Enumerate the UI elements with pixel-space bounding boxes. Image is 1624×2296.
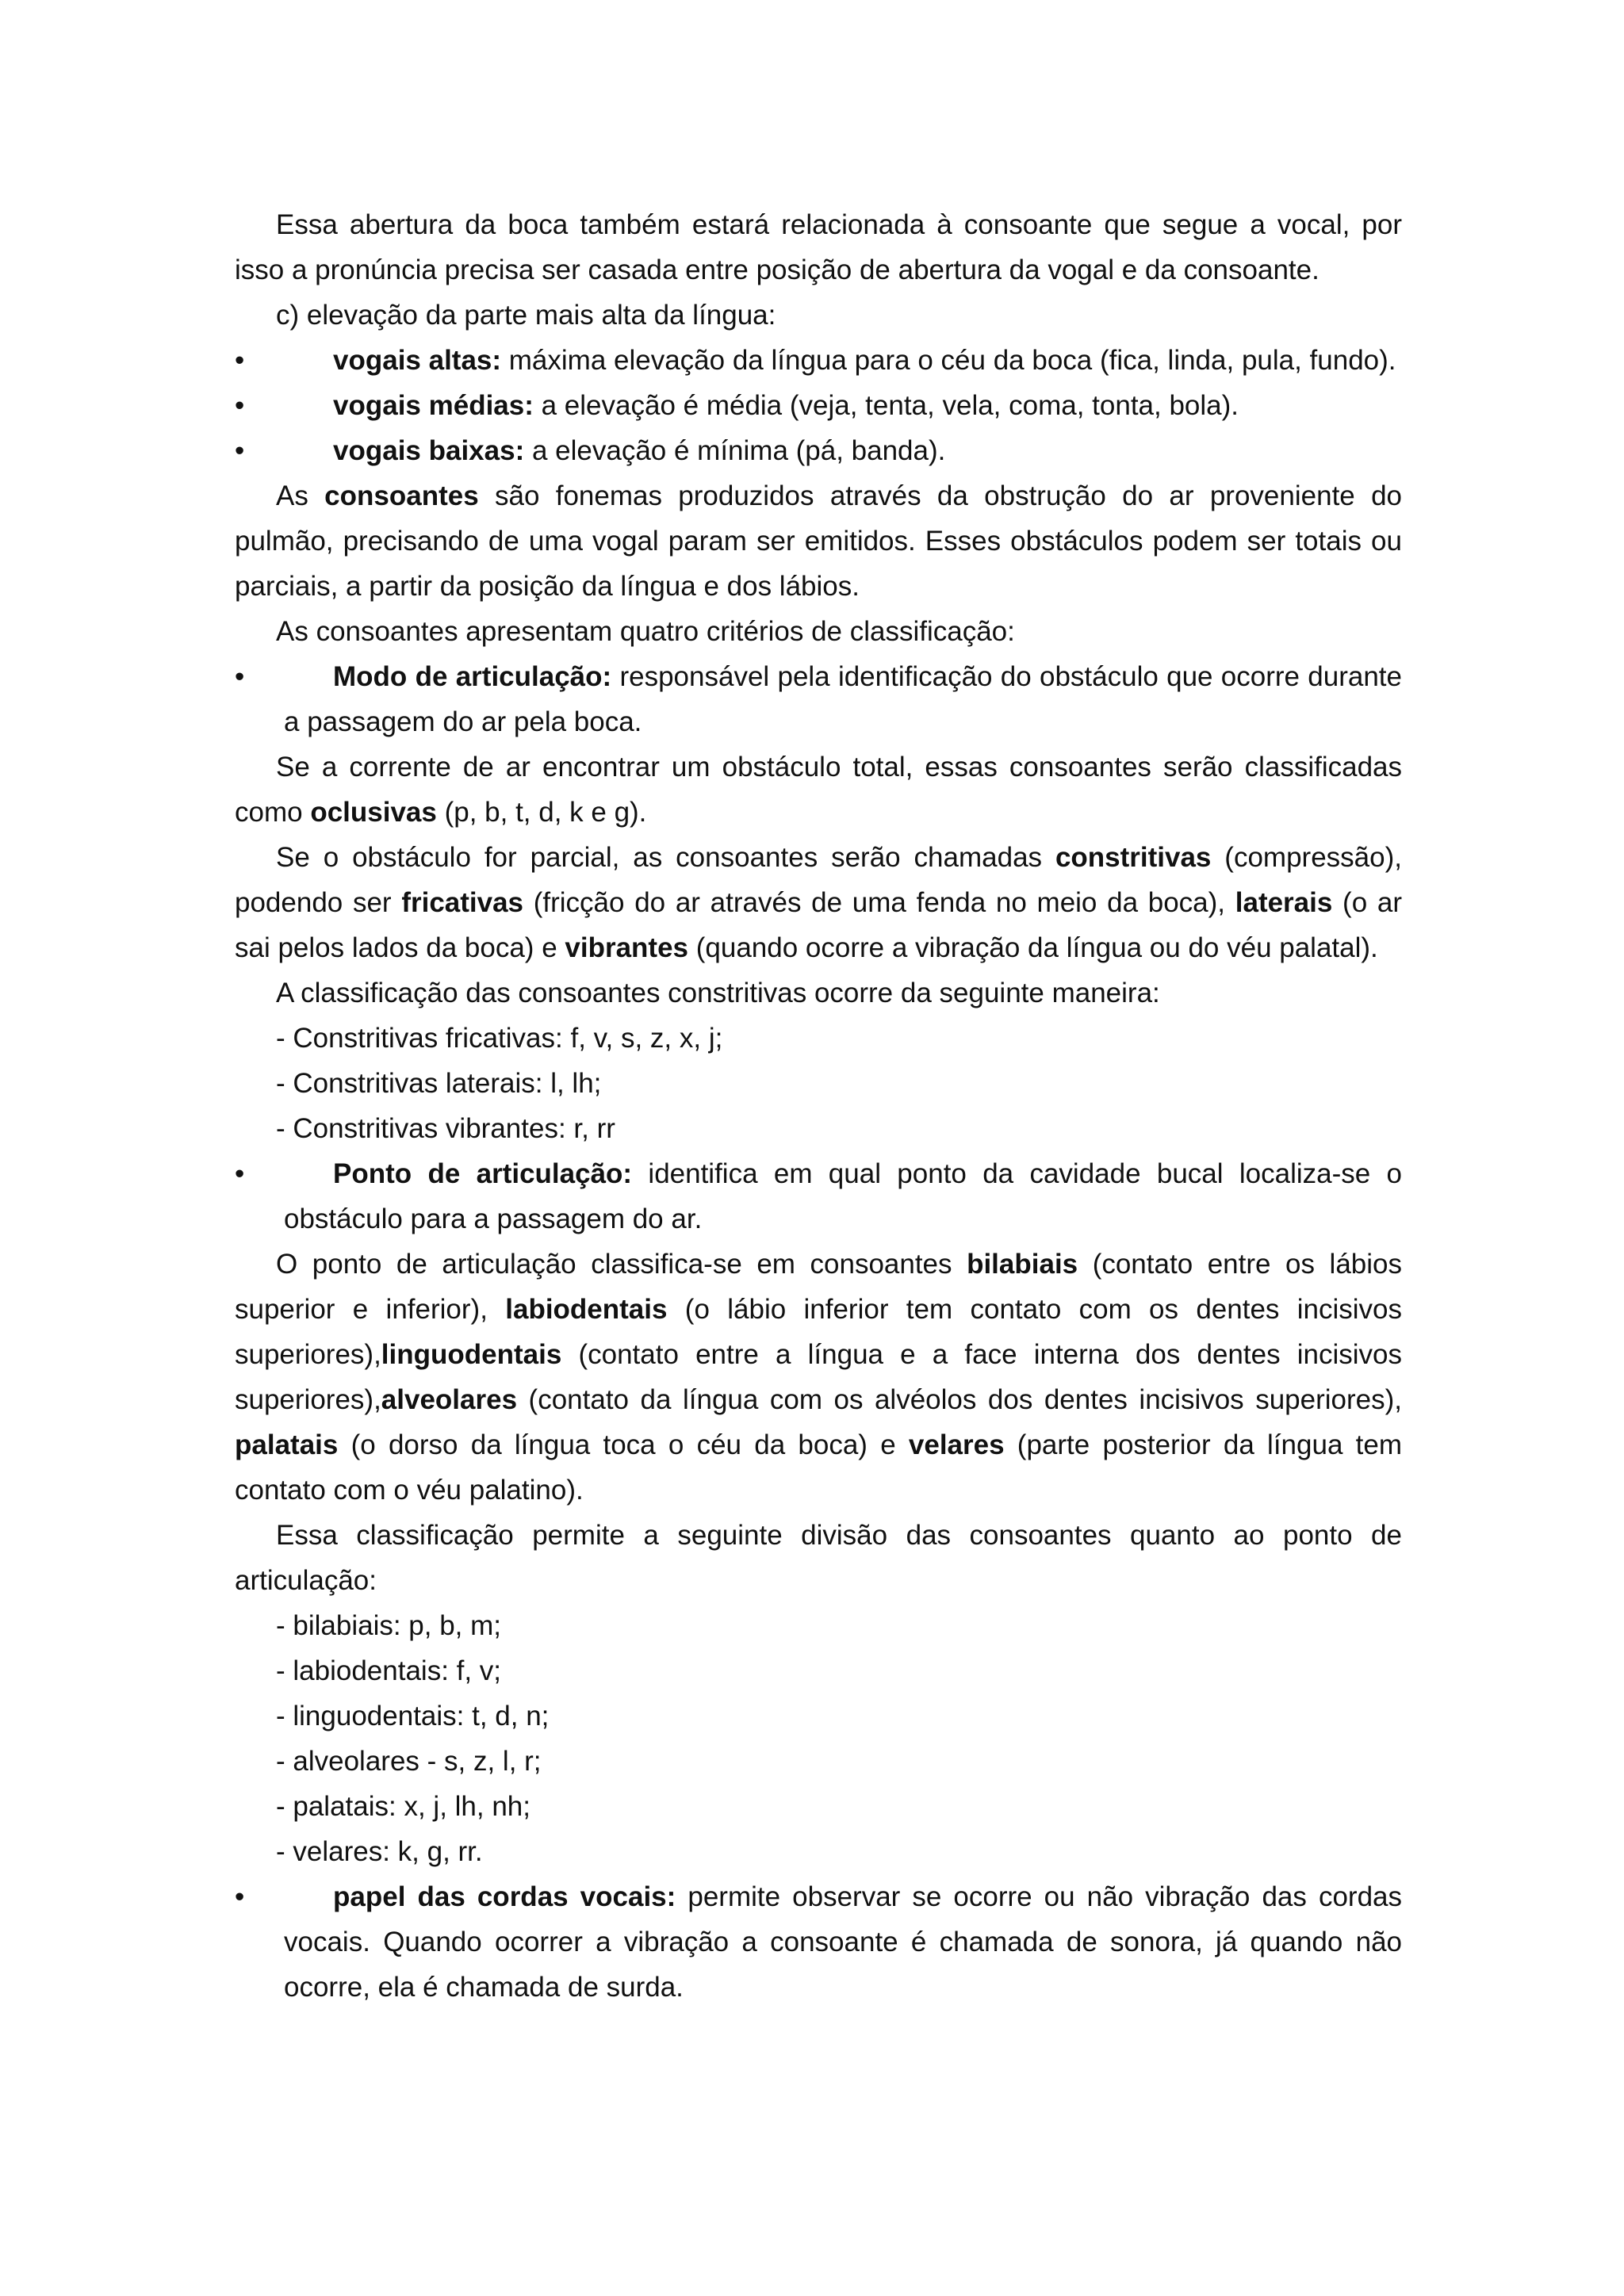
text-run: (fricção do ar através de uma fenda no meio da boca),	[523, 887, 1235, 918]
paragraph-constritivas	[235, 835, 1402, 970]
text-run: (contato da língua com os alvéolos dos dentes incisivos superiores),	[517, 1384, 1402, 1415]
term-label: papel das cordas vocais:	[333, 1881, 676, 1912]
term-text: a elevação é mínima (pá, banda).	[524, 435, 946, 466]
text-run: (contato entre a língua e a face interna dos dentes incisivos superiores),	[235, 1339, 1402, 1415]
text-run: (p, b, t, d, k e g).	[436, 797, 647, 828]
text-run: O ponto de articulação classifica-se em consoantes	[276, 1249, 967, 1280]
paragraph-classificacao-constritivas: A classificação das consoantes constritivas ocorre da seguinte maneira:	[276, 978, 1160, 1008]
bullet-cordas-vocais	[235, 1874, 1402, 2010]
bold-term: constritivas	[1055, 842, 1212, 873]
paragraph-divisao: Essa classificação permite a seguinte divisão das consoantes quanto ao ponto de articulação:	[235, 1520, 1402, 1596]
list-item: - bilabiais: p, b, m;	[276, 1610, 501, 1641]
bold-term: bilabiais	[967, 1249, 1078, 1280]
document-page	[235, 202, 1402, 2010]
term-text: máxima elevação da língua para o céu da boca (fica, linda, pula, fundo).	[501, 345, 1396, 376]
bold-term: laterais	[1235, 887, 1333, 918]
term-text: responsável pela identificação do obstáculo que ocorre durante a passagem do ar pela boca.	[284, 661, 1402, 737]
bold-term: velares	[908, 1429, 1005, 1460]
text-run: (o ar sai pelos lados da boca) e	[235, 887, 1403, 963]
list-item: - Constritivas vibrantes: r, rr	[276, 1113, 615, 1144]
bullet-vogais-altas	[235, 338, 1402, 383]
text-run: (o dorso da língua toca o céu da boca) e	[338, 1429, 909, 1460]
paragraph-consoantes	[235, 473, 1402, 609]
list-item: - labiodentais: f, v;	[276, 1655, 502, 1686]
paragraph-oclusivas	[235, 744, 1402, 835]
list-item: - Constritivas fricativas: f, v, s, z, x, j;	[276, 1023, 723, 1054]
term-label: Modo de articulação:	[333, 661, 612, 692]
list-item: - alveolares - s, z, l, r;	[276, 1746, 542, 1777]
bold-term: consoantes	[324, 480, 479, 511]
bold-term: alveolares	[381, 1384, 518, 1415]
text-run: (contato entre os lábios superior e inferior),	[235, 1249, 1402, 1325]
bold-term: fricativas	[401, 887, 524, 918]
bold-term: linguodentais	[381, 1339, 562, 1370]
text-run: Se a corrente de ar encontrar um obstáculo total, essas consoantes serão classificadas como	[235, 752, 1402, 828]
list-item: - Constritivas laterais: l, lh;	[276, 1068, 602, 1099]
bold-term: vibrantes	[565, 932, 689, 963]
list-item: - velares: k, g, rr.	[276, 1836, 483, 1867]
paragraph-ponto-classificacao	[235, 1242, 1402, 1513]
paragraph-elevacao: c) elevação da parte mais alta da língua:	[276, 300, 776, 331]
bullet-vogais-baixas	[235, 428, 1402, 473]
paragraph-criterios: As consoantes apresentam quatro critérios de classificação:	[276, 616, 1015, 647]
bullet-icon: •	[235, 345, 245, 376]
text-run: As	[276, 480, 325, 511]
term-label: vogais médias:	[333, 390, 534, 421]
text-run: (quando ocorre a vibração da língua ou do véu palatal).	[688, 932, 1378, 963]
bullet-icon: •	[235, 435, 245, 466]
text-run: (compressão), podendo ser	[235, 842, 1402, 918]
text-run: são fonemas produzidos através da obstrução do ar proveniente do pulmão, precisando de uma vogal param ser emitidos. Esses obstáculos podem ser totais ou parciais, a partir da posição da língua e dos lábios.	[235, 480, 1402, 602]
bold-term: labiodentais	[505, 1294, 668, 1325]
text-run: Se o obstáculo for parcial, as consoantes serão chamadas	[276, 842, 1055, 873]
term-text: permite observar se ocorre ou não vibração das cordas vocais. Quando ocorrer a vibração a consoante é chamada de sonora, já quando não ocorre, ela é chamada de surda.	[284, 1881, 1403, 2003]
bullet-vogais-medias	[235, 383, 1402, 428]
bullet-icon: •	[235, 390, 245, 421]
list-item: - palatais: x, j, lh, nh;	[276, 1791, 530, 1822]
term-text: a elevação é média (veja, tenta, vela, coma, tonta, bola).	[533, 390, 1239, 421]
bullet-icon: •	[235, 1881, 245, 1912]
bullet-icon: •	[235, 1158, 245, 1189]
paragraph-boca: Essa abertura da boca também estará relacionada à consoante que segue a vocal, por isso a pronúncia precisa ser casada entre posição de abertura da vogal e da consoante.	[235, 209, 1402, 285]
term-label: vogais altas:	[333, 345, 502, 376]
term-label: vogais baixas:	[333, 435, 525, 466]
term-label: Ponto de articulação:	[333, 1158, 633, 1189]
bold-term: palatais	[235, 1429, 339, 1460]
text-run: (parte posterior da língua tem contato com o véu palatino).	[235, 1429, 1402, 1506]
bold-term: oclusivas	[310, 797, 437, 828]
term-text: identifica em qual ponto da cavidade bucal localiza-se o obstáculo para a passagem do ar.	[284, 1158, 1402, 1234]
bullet-modo-articulacao	[235, 654, 1402, 744]
bullet-ponto-articulacao	[235, 1151, 1402, 1242]
bullet-icon: •	[235, 661, 245, 692]
text-run: (o lábio inferior tem contato com os dentes incisivos superiores),	[235, 1294, 1402, 1370]
list-item: - linguodentais: t, d, n;	[276, 1701, 550, 1732]
